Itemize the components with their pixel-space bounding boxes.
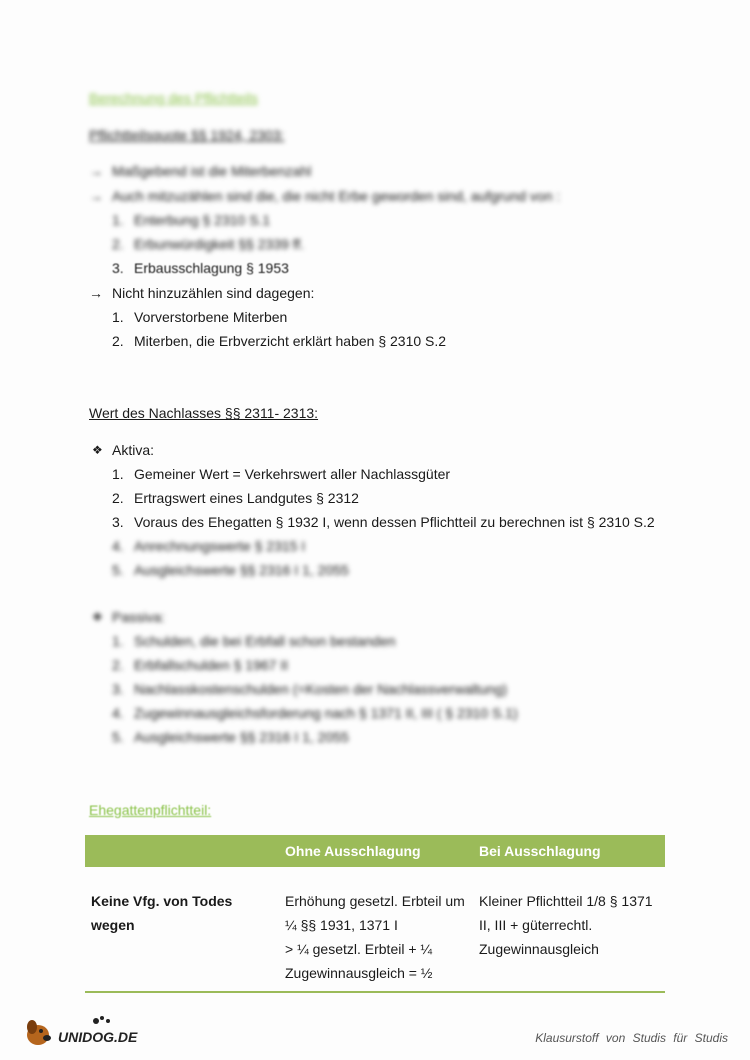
table-header-cell: Bei Ausschlagung: [473, 835, 665, 867]
list-item: Voraus des Ehegatten § 1932 I, wenn dessen Pflichtteil zu berechnen ist § 2310 S.2: [134, 514, 655, 530]
heading-ehegattenpflichtteil: Ehegattenpflichtteil:: [89, 802, 212, 818]
subheading-pflichtteilsquote: Pflichtteilsquote §§ 1924, 2303:: [89, 127, 285, 143]
table-header-row: [85, 835, 665, 867]
cell-line: Zugewinnausgleich: [479, 941, 599, 957]
cell-line: > ¼ gesetzl. Erbteil + ¼: [285, 941, 433, 957]
passiva-label: Passiva:: [112, 609, 165, 625]
list-item: Erbausschlagung § 1953: [134, 260, 289, 276]
table-cell-ohne: [279, 885, 473, 992]
logo-text: UNIDOG.DE: [58, 1029, 138, 1045]
list-number: 2.: [112, 490, 124, 506]
list-item: Miterben, die Erbverzicht erklärt haben § 2310 S.2: [134, 333, 447, 349]
list-number: 1.: [112, 309, 124, 325]
cell-line: Kleiner Pflichtteil 1/8 § 1371: [479, 893, 653, 909]
table-cell-bei: [473, 885, 665, 992]
list-item: Schulden, die bei Erbfall schon bestanden: [134, 633, 396, 649]
list-number: 1.: [112, 633, 124, 649]
table-row: [85, 885, 665, 992]
arrow-item-text: Auch mitzuzählen sind die, die nicht Erbe geworden sind, aufgrund von :: [112, 188, 561, 204]
cell-line: Zugewinnausgleich = ½: [285, 965, 433, 981]
table-spacer-row: [85, 867, 665, 885]
cell-line: ¼ §§ 1931, 1371 I: [285, 917, 398, 933]
list-item: Nachlasskostenschulden (=Kosten der Nachlassverwaltung): [134, 681, 508, 697]
arrow-icon: →: [89, 188, 103, 204]
list-number: 3.: [112, 681, 124, 697]
diamond-bullet-icon: ❖: [92, 443, 103, 457]
list-item: Erbfallschulden § 1967 II: [134, 657, 289, 673]
arrow-item-text: Nicht hinzuzählen sind dagegen:: [112, 285, 315, 301]
arrow-icon: →: [89, 285, 103, 301]
table-row-label: Keine Vfg. von Todes wegen: [85, 885, 279, 992]
list-number: 4.: [112, 538, 124, 554]
list-number: 4.: [112, 705, 124, 721]
list-number: 5.: [112, 729, 124, 745]
list-number: 1.: [112, 212, 124, 228]
list-number: 3.: [112, 260, 124, 276]
cell-line: Erhöhung gesetzl. Erbteil um: [285, 893, 465, 909]
arrow-item-text: Maßgebend ist die Miterbenzahl: [112, 163, 312, 179]
table-header-cell: Ohne Ausschlagung: [279, 835, 473, 867]
cell-line: II, III + güterrechtl.: [479, 917, 593, 933]
list-item: Gemeiner Wert = Verkehrswert aller Nachlassgüter: [134, 466, 451, 482]
list-item: Vorverstorbene Miterben: [134, 309, 288, 325]
list-number: 5.: [112, 562, 124, 578]
list-item: Ausgleichswerte §§ 2316 I 1, 2055: [134, 562, 349, 578]
list-number: 2.: [112, 236, 124, 252]
list-item: Ausgleichswerte §§ 2316 I 1, 2055: [134, 729, 349, 745]
list-number: 3.: [112, 514, 124, 530]
table-header-cell: [85, 835, 279, 867]
list-number: 1.: [112, 466, 124, 482]
ehegatten-table: [85, 835, 665, 993]
list-number: 2.: [112, 657, 124, 673]
list-item: Ertragswert eines Landgutes § 2312: [134, 490, 359, 506]
list-item: Zugewinnausgleichsforderung nach § 1371 II, III ( § 2310 S.1): [134, 705, 518, 721]
list-item: Erbunwürdigkeit §§ 2339 ff.: [134, 236, 305, 252]
aktiva-label: Aktiva:: [112, 442, 155, 458]
list-item: Anrechnungswerte § 2315 I: [134, 538, 306, 554]
list-item: Enterbung § 2310 S.1: [134, 212, 271, 228]
diamond-bullet-icon: ❖: [92, 610, 103, 624]
footer-tagline: Klausurstoff von Studis für Studis: [535, 1031, 728, 1045]
section-heading-berechnung: Berechnung des Pflichtteils: [89, 90, 258, 106]
heading-wert-des-nachlasses: Wert des Nachlasses §§ 2311- 2313:: [89, 405, 319, 421]
list-number: 2.: [112, 333, 124, 349]
arrow-icon: →: [89, 163, 103, 179]
